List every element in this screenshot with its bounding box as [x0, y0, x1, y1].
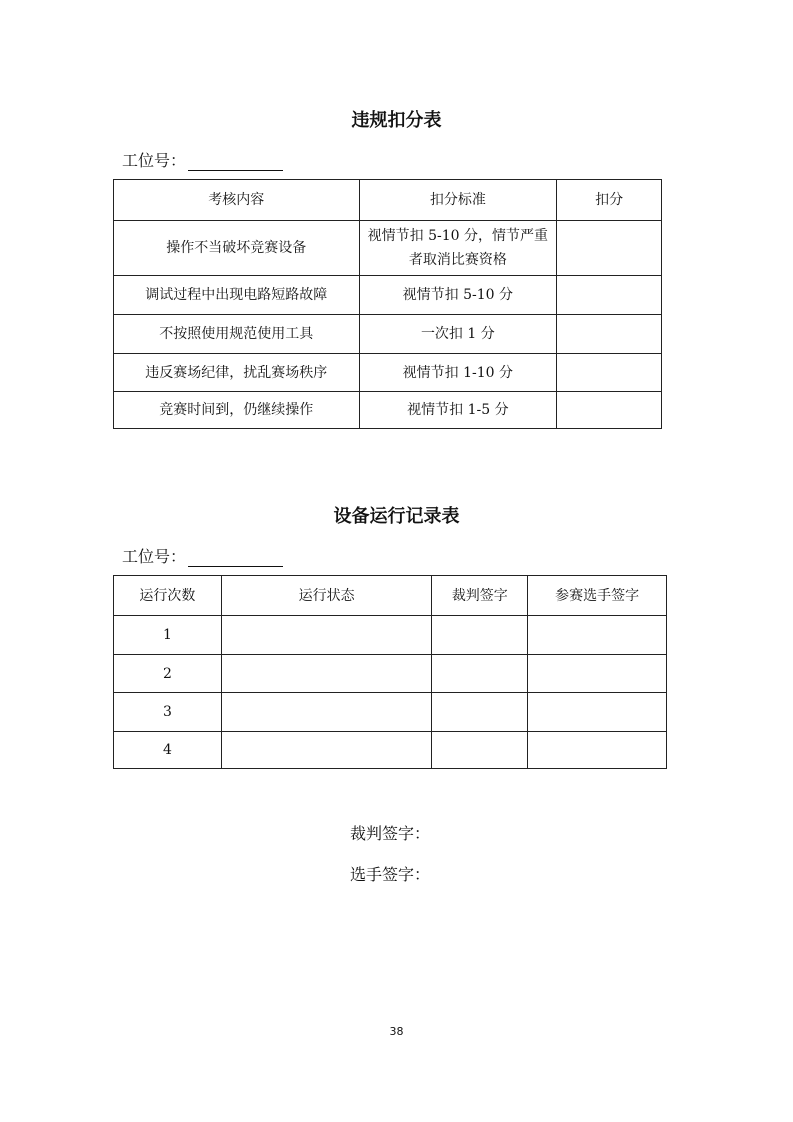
- table-row: [114, 693, 667, 732]
- judge-sign-cell: [432, 693, 528, 732]
- score-cell: [557, 392, 662, 429]
- penalty-table: [113, 179, 662, 429]
- header-cell: 裁判签字: [432, 576, 528, 616]
- score-cell: [557, 315, 662, 354]
- workno-blank-line: [188, 550, 283, 567]
- table-header-row: [114, 576, 667, 616]
- content-cell: 竞赛时间到，仍继续操作: [114, 392, 360, 429]
- status-cell: [221, 693, 432, 732]
- table-row: [114, 276, 662, 315]
- player-sign-cell: [528, 693, 667, 732]
- table-row: [114, 655, 667, 693]
- score-cell: [557, 276, 662, 315]
- workno-label: 工位号：: [122, 151, 187, 170]
- table-row: [114, 616, 667, 655]
- player-sign-cell: [528, 655, 667, 693]
- judge-sign-cell: [432, 655, 528, 693]
- content-cell: 违反赛场纪律，扰乱赛场秩序: [114, 354, 360, 392]
- page-number: 38: [389, 1025, 404, 1038]
- header-cell: 扣分: [557, 180, 662, 221]
- content-cell: 不按照使用规范使用工具: [114, 315, 360, 354]
- judge-sign-cell: [432, 732, 528, 769]
- judge-signature-label: 裁判签字：: [350, 824, 431, 843]
- count-cell: 1: [114, 616, 222, 655]
- player-sign-cell: [528, 732, 667, 769]
- content-cell: 调试过程中出现电路短路故障: [114, 276, 360, 315]
- standard-cell: 一次扣 1 分: [359, 315, 557, 354]
- score-cell: [557, 354, 662, 392]
- penalty-workno: [122, 148, 283, 171]
- table-row: [114, 392, 662, 429]
- header-cell: 运行状态: [221, 576, 432, 616]
- content-cell: 操作不当破坏竞赛设备: [114, 221, 360, 276]
- count-cell: 3: [114, 693, 222, 732]
- record-table: [113, 575, 667, 769]
- header-cell: 考核内容: [114, 180, 360, 221]
- judge-sign-cell: [432, 616, 528, 655]
- status-cell: [221, 655, 432, 693]
- player-sign-cell: [528, 616, 667, 655]
- header-cell: 扣分标准: [359, 180, 557, 221]
- header-cell: 运行次数: [114, 576, 222, 616]
- count-cell: 2: [114, 655, 222, 693]
- status-cell: [221, 616, 432, 655]
- table-row: [114, 354, 662, 392]
- table-row: [114, 221, 662, 276]
- status-cell: [221, 732, 432, 769]
- table-row: [114, 732, 667, 769]
- penalty-table-title: 违规扣分表: [351, 110, 442, 131]
- workno-label: 工位号：: [122, 547, 187, 566]
- standard-cell: 视情节扣 5-10 分: [359, 276, 557, 315]
- record-table-title: 设备运行记录表: [333, 506, 460, 527]
- header-cell: 参赛选手签字: [528, 576, 667, 616]
- player-signature-label: 选手签字：: [350, 865, 431, 884]
- workno-blank-line: [188, 154, 283, 171]
- score-cell: [557, 221, 662, 276]
- standard-cell: 视情节扣 1-10 分: [359, 354, 557, 392]
- record-workno: [122, 544, 283, 567]
- table-header-row: [114, 180, 662, 221]
- standard-cell: 视情节扣 5-10 分，情节严重者取消比赛资格: [359, 221, 557, 276]
- standard-cell: 视情节扣 1-5 分: [359, 392, 557, 429]
- table-row: [114, 315, 662, 354]
- count-cell: 4: [114, 732, 222, 769]
